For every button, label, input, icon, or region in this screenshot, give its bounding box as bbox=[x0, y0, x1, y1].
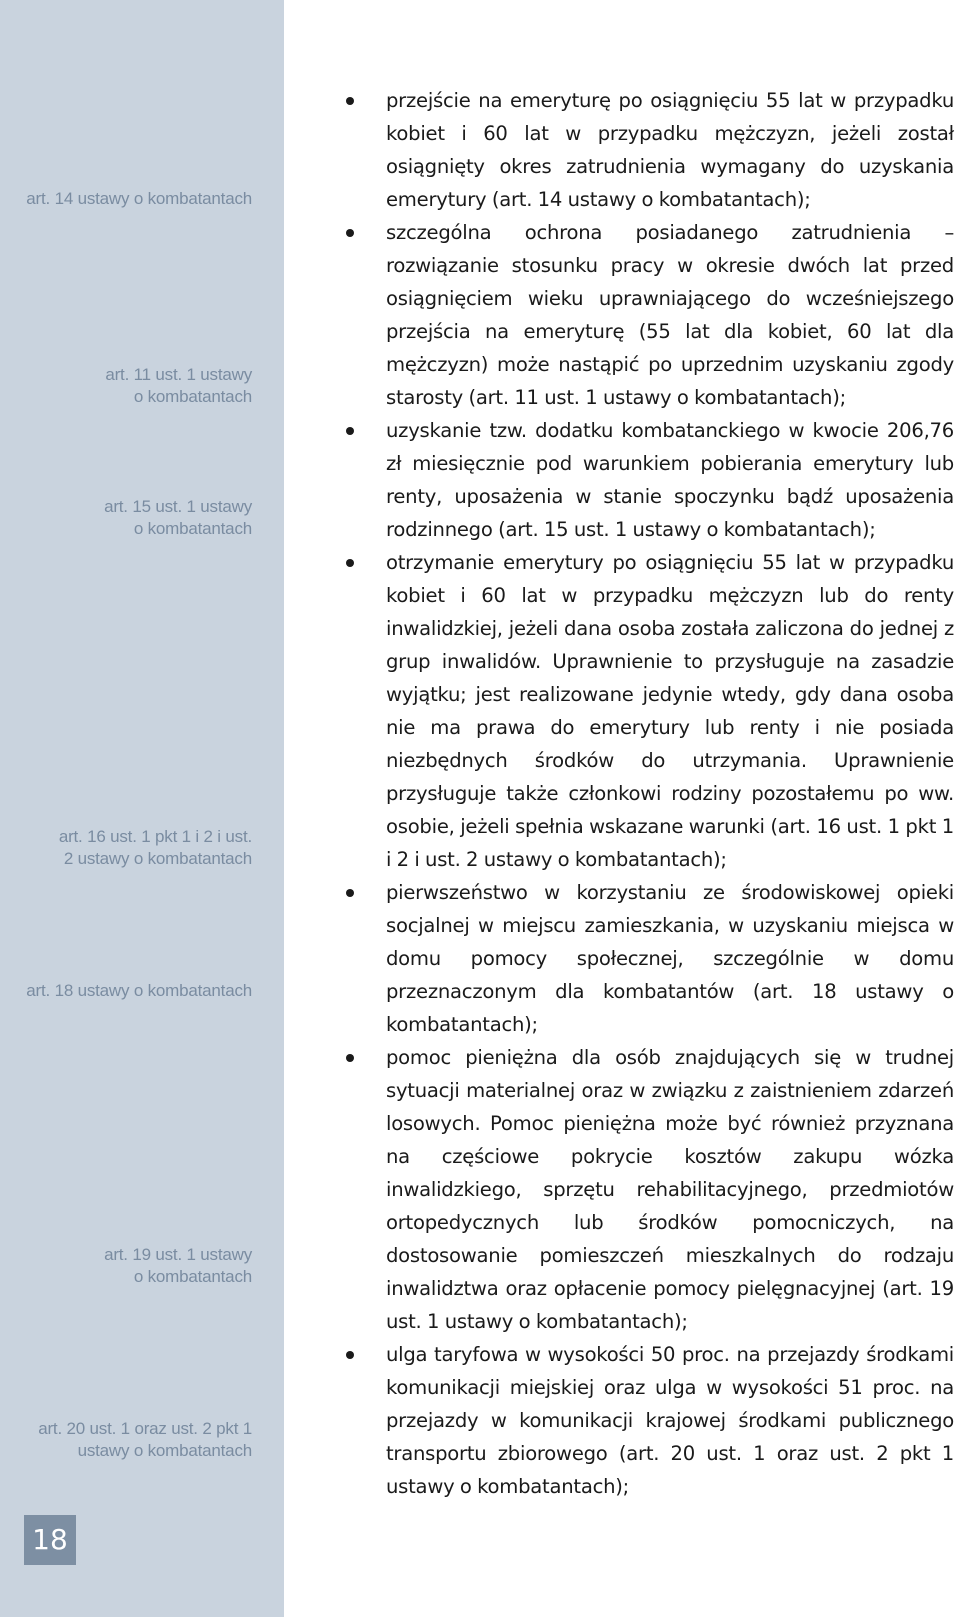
bullet-icon bbox=[346, 1351, 354, 1359]
list-item bbox=[342, 876, 954, 1041]
page-number: 18 bbox=[24, 1515, 76, 1565]
margin-note-art-15: art. 15 ust. 1 ustawy o kombatantach bbox=[104, 497, 252, 538]
margin-note-art-14: art. 14 ustawy o kombatantach bbox=[26, 189, 252, 208]
list-item-text: otrzymanie emerytury po osiągnięciu 55 lat w przypadku kobiet i 60 lat w przypadku mężczyzn lub do renty inwalidzkiej, jeżeli dana osoba została zaliczona do jednej z grup inwalidów. Uprawnienie to przysługuje na zasadzie wyjątku; jest realizowane jedynie wtedy, gdy dana osoba nie ma prawa do emerytury lub renty i nie posiada niezbędnych środków do utrzymania. Uprawnienie przysługuje także członkowi rodziny pozostałemu po ww. osobie, jeżeli spełnia wskazane warunki (art. 16 ust. 1 pkt 1 i 2 i ust. 2 ustawy o kombatantach); bbox=[386, 551, 954, 871]
bullet-icon bbox=[346, 1054, 354, 1062]
bullet-icon bbox=[346, 427, 354, 435]
margin-note-art-20: art. 20 ust. 1 oraz ust. 2 pkt 1 ustawy o kombatantach bbox=[38, 1419, 252, 1460]
list-item-text: pomoc pieniężna dla osób znajdujących się w trudnej sytuacji materialnej oraz w związku z zaistnieniem zdarzeń losowych. Pomoc pieniężna może być również przyznana na częściowe pokrycie kosztów zakupu wózka inwalidzkiego, sprzętu rehabilitacyjnego, przedmiotów ortopedycznych lub środków pomocniczych, na dostosowanie pomieszczeń mieszkalnych do rodzaju inwalidztwa oraz opłacenie pomocy pielęgnacyjnej (art. 19 ust. 1 ustawy o kombatantach); bbox=[386, 1046, 954, 1333]
margin-note-art-16: art. 16 ust. 1 pkt 1 i 2 i ust. 2 ustawy o kombatantach bbox=[58, 827, 252, 868]
list-item bbox=[342, 1041, 954, 1338]
bullet-icon bbox=[346, 889, 354, 897]
list-item bbox=[342, 414, 954, 546]
margin-note-art-11: art. 11 ust. 1 ustawy o kombatantach bbox=[105, 365, 252, 406]
margin-note-art-18: art. 18 ustawy o kombatantach bbox=[26, 981, 252, 1000]
main-content bbox=[342, 84, 954, 1503]
margin-sidebar bbox=[0, 0, 284, 1617]
list-item-text: pierwszeństwo w korzystaniu ze środowiskowej opieki socjalnej w miejscu zamieszkania, w uzyskaniu miejsca w domu pomocy społecznej, szczególnie w domu przeznaczonym dla kombatantów (art. 18 ustawy o kombatantach); bbox=[386, 881, 954, 1036]
bullet-icon bbox=[346, 229, 354, 237]
list-item bbox=[342, 1338, 954, 1503]
list-item bbox=[342, 216, 954, 414]
list-item bbox=[342, 84, 954, 216]
list-item-text: przejście na emeryturę po osiągnięciu 55 lat w przypadku kobiet i 60 lat w przypadku mężczyzn, jeżeli został osiągnięty okres zatrudnienia wymagany do uzyskania emerytury (art. 14 ustawy o kombatantach); bbox=[386, 89, 954, 211]
list-item bbox=[342, 546, 954, 876]
list-item-text: szczególna ochrona posiadanego zatrudnienia – rozwiązanie stosunku pracy w okresie dwóch lat przed osiągnięciem wieku uprawniającego do wcześniejszego przejścia na emeryturę (55 lat dla kobiet, 60 lat dla mężczyzn) może nastąpić po uprzednim uzyskaniu zgody starosty (art. 11 ust. 1 ustawy o kombatantach); bbox=[386, 221, 954, 409]
bullet-icon bbox=[346, 97, 354, 105]
bullet-icon bbox=[346, 559, 354, 567]
margin-note-art-19: art. 19 ust. 1 ustawy o kombatantach bbox=[104, 1245, 252, 1286]
entitlements-list bbox=[342, 84, 954, 1503]
list-item-text: ulga taryfowa w wysokości 50 proc. na przejazdy środkami komunikacji miejskiej oraz ulga w wysokości 51 proc. na przejazdy w komunikacji krajowej środkami publicznego transportu zbiorowego (art. 20 ust. 1 oraz ust. 2 pkt 1 ustawy o kombatantach); bbox=[386, 1343, 954, 1498]
list-item-text: uzyskanie tzw. dodatku kombatanckiego w kwocie 206,76 zł miesięcznie pod warunkiem pobierania emerytury lub renty, uposażenia w stanie spoczynku bądź uposażenia rodzinnego (art. 15 ust. 1 ustawy o kombatantach); bbox=[386, 419, 954, 541]
